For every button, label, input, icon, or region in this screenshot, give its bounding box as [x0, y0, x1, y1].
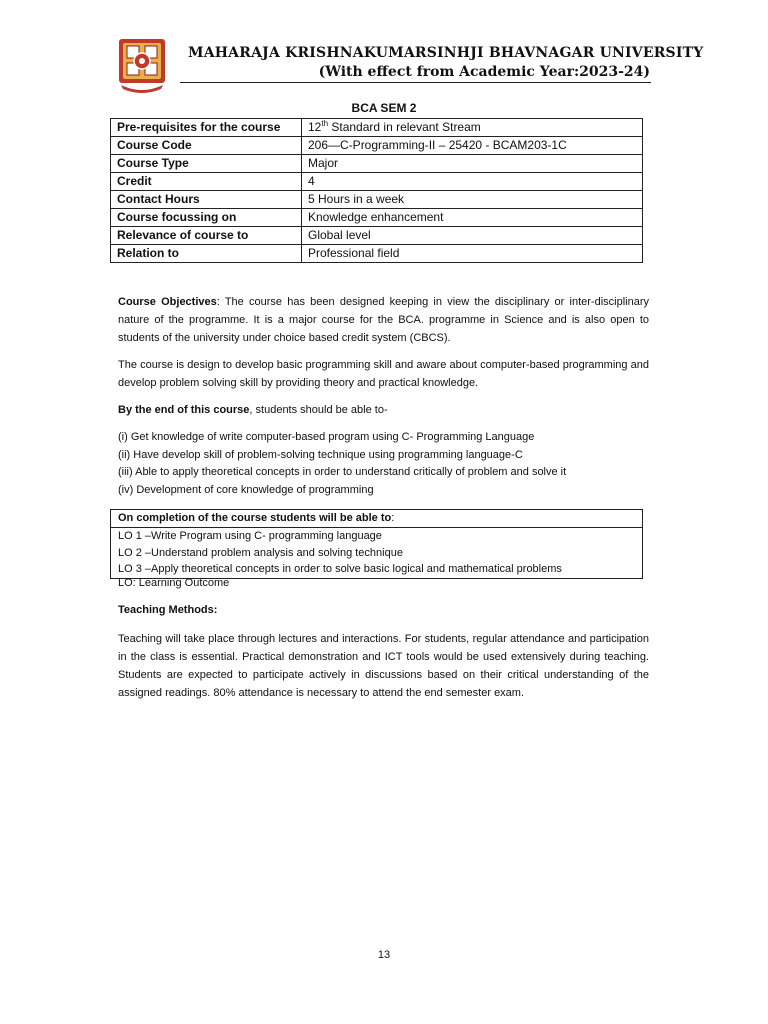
teaching-methods-paragraph: Teaching will take place through lectures and interactions. For students, regular attendance and participation in the class is essential. Practical demonstration and ICT tools would be used extensively during teaching. Students are expected to participate actively in discussions based on their critical understanding of the assigned readings. 80% attendance is necessary to attend the end semester exam.	[118, 633, 649, 699]
row-label: Credit	[111, 173, 302, 191]
row-value: Global level	[302, 227, 643, 245]
course-objectives-label: Course Objectives	[118, 296, 217, 308]
table-row	[111, 137, 643, 155]
table-row	[111, 245, 643, 263]
row-label: Contact Hours	[111, 191, 302, 209]
outcomes-heading: On completion of the course students will be able to:	[111, 510, 643, 528]
end-of-course-line: By the end of this course, students should be able to-	[118, 404, 388, 416]
row-value: Professional field	[302, 245, 643, 263]
list-item: LO 3 –Apply theoretical concepts in order to solve basic logical and mathematical problems	[118, 563, 562, 575]
course-design-paragraph: The course is design to develop basic programming skill and aware about computer-based programming and develop problem solving skill by providing theory and practical knowledge.	[118, 359, 649, 389]
list-item: (iv) Development of core knowledge of programming	[118, 483, 374, 496]
row-value: 4	[302, 173, 643, 191]
academic-year: (With effect from Academic Year:2023-24)	[318, 64, 650, 80]
header-divider	[180, 82, 651, 83]
learning-outcomes-table	[110, 509, 643, 579]
course-objectives-paragraph: Course Objectives: The course has been designed keeping in view the disciplinary or inter-disciplinary nature of the programme. It is a major course for the BCA. programme in Science and is also open to students of the university under choice based credit system (CBCS).	[118, 296, 649, 344]
row-label: Relevance of course to	[111, 227, 302, 245]
university-seal-icon	[117, 37, 167, 95]
abilities-list	[118, 429, 649, 499]
row-value: Major	[302, 155, 643, 173]
row-label: Course Type	[111, 155, 302, 173]
table-row	[111, 155, 643, 173]
list-item: (i) Get knowledge of write computer-based program using C- Programming Language	[118, 431, 535, 443]
course-info-table	[110, 118, 643, 263]
table-row	[111, 209, 643, 227]
page-title: BCA SEM 2	[351, 101, 417, 115]
row-label: Relation to	[111, 245, 302, 263]
table-row	[111, 227, 643, 245]
list-item: LO 2 –Understand problem analysis and solving technique	[118, 546, 403, 559]
table-row	[111, 119, 643, 137]
row-label: Course focussing on	[111, 209, 302, 227]
university-name: MAHARAJA KRISHNAKUMARSINHJI BHAVNAGAR UNIVERSITY	[188, 45, 704, 61]
teaching-methods-heading: Teaching Methods:	[118, 604, 218, 616]
row-label: Course Code	[111, 137, 302, 155]
list-item: (iii) Able to apply theoretical concepts in order to understand critically of problem and solve it	[118, 466, 567, 479]
table-row	[111, 191, 643, 209]
list-item: (ii) Have develop skill of problem-solving technique using programming language-C	[118, 448, 523, 461]
row-value: 5 Hours in a week	[302, 191, 643, 209]
list-item: LO 1 –Write Program using C- programming language	[118, 530, 382, 542]
outcome-note: LO: Learning Outcome	[118, 577, 230, 589]
row-label: Pre-requisites for the course	[111, 119, 302, 137]
row-value: Knowledge enhancement	[302, 209, 643, 227]
table-row	[111, 173, 643, 191]
row-value: 12th Standard in relevant Stream	[302, 119, 643, 137]
row-value: 206—C-Programming-II – 25420 - BCAM203-1C	[302, 137, 643, 155]
outcomes-list	[111, 528, 643, 579]
table-row	[111, 528, 643, 579]
table-row	[111, 510, 643, 528]
page-number: 13	[377, 949, 391, 961]
